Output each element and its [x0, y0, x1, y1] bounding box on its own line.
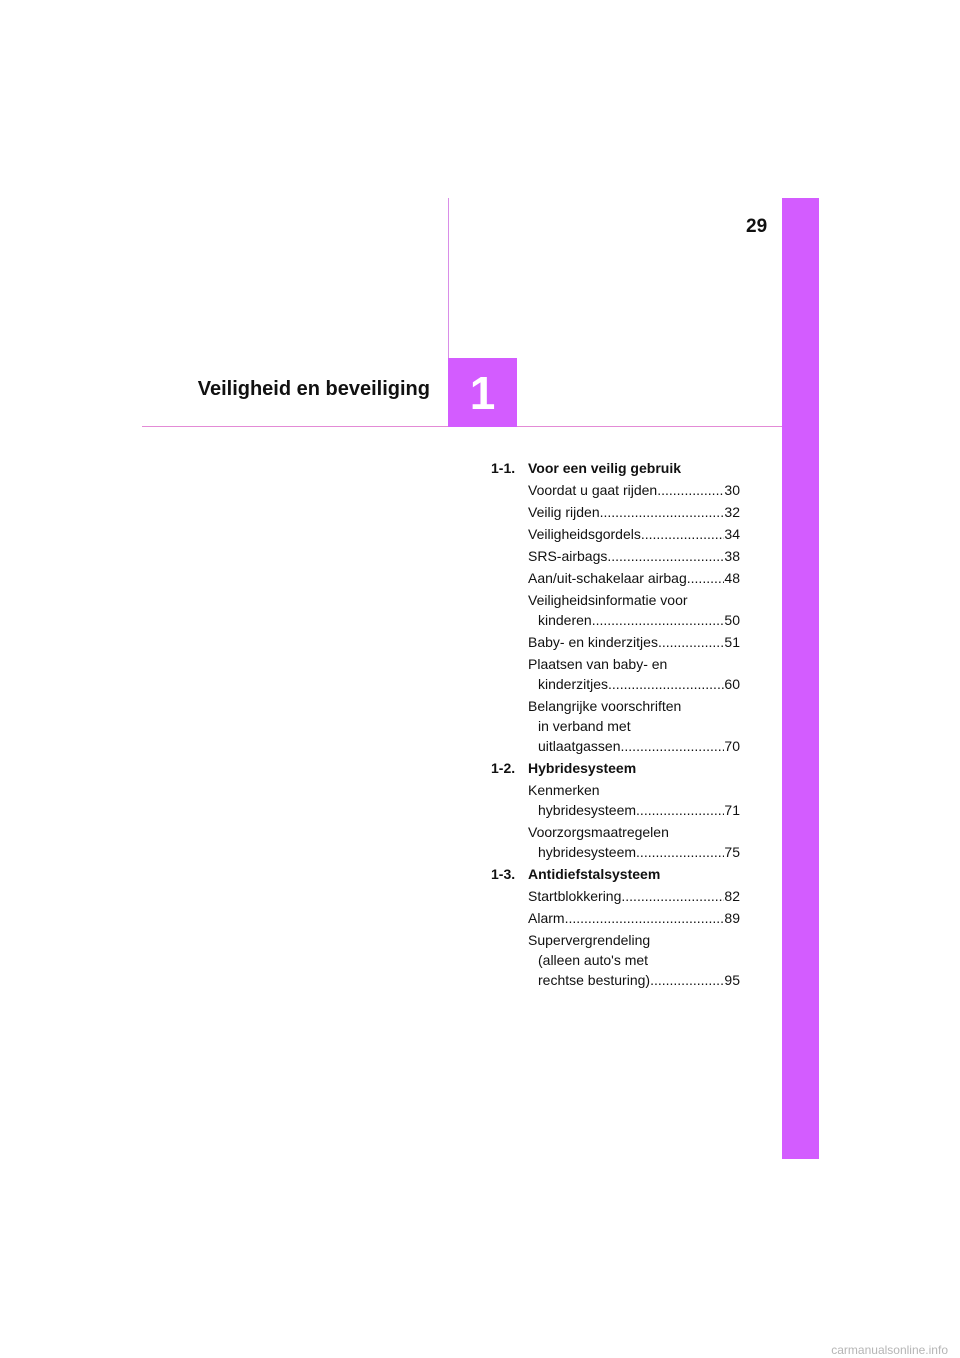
toc-entry-title: Veiligheidsgordels	[528, 526, 641, 542]
chapter-number-box: 1	[448, 358, 517, 427]
toc-entry[interactable]	[528, 780, 740, 820]
toc-entry[interactable]	[528, 568, 740, 588]
toc-entry-line: Voorzorgsmaatregelen	[528, 824, 669, 840]
toc-entry[interactable]	[528, 590, 740, 630]
toc-page-number: 48	[724, 570, 740, 586]
toc-page-number: 32	[724, 504, 740, 520]
toc-entry-title: Veilig rijden	[528, 504, 600, 520]
toc-section-title: Voor een veilig gebruik	[528, 460, 682, 476]
toc-page-number: 60	[724, 676, 740, 692]
watermark-footer: carmanualsonline.info	[831, 1343, 948, 1357]
toc-entry[interactable]	[528, 654, 740, 694]
toc-entry-title: kinderzitjes	[538, 676, 609, 692]
toc-section-number: 1-3.	[491, 866, 516, 882]
toc-section-title: Antidiefstalsysteem	[528, 866, 661, 882]
vertical-rule	[448, 198, 449, 358]
dot-leader	[600, 502, 725, 522]
dot-leader	[658, 632, 724, 652]
toc-page-number: 95	[724, 972, 740, 988]
toc-entry[interactable]	[528, 502, 740, 522]
toc-section-heading[interactable]	[491, 758, 740, 778]
dot-leader	[607, 546, 724, 566]
toc-entry-line: Plaatsen van baby- en	[528, 656, 668, 672]
chapter-title: Veiligheid en beveiliging	[197, 378, 430, 400]
toc-entry-title: hybridesysteem	[538, 844, 637, 860]
toc-section-number: 1-2.	[491, 760, 516, 776]
toc-entry-title: uitlaatgassen	[538, 738, 621, 754]
toc-entry-line: (alleen auto's met	[538, 952, 649, 968]
toc-page-number: 71	[724, 802, 740, 818]
toc-section-heading[interactable]	[491, 864, 740, 884]
dot-leader	[621, 886, 724, 906]
page-number: 29	[746, 216, 768, 237]
dot-leader	[650, 970, 724, 990]
toc-entry[interactable]	[528, 908, 740, 928]
dot-leader	[636, 800, 724, 820]
toc-entry-title: Aan/uit-schakelaar airbag	[528, 570, 687, 586]
dot-leader	[687, 568, 725, 588]
toc-section-number: 1-1.	[491, 460, 516, 476]
toc-entry[interactable]	[528, 524, 740, 544]
toc-page-number: 89	[724, 910, 740, 926]
dot-leader	[636, 842, 724, 862]
toc-entry-line: Belangrijke voorschriften	[528, 698, 682, 714]
toc-entry-title: Voordat u gaat rijden	[528, 482, 658, 498]
toc-entry-title: Startblokkering	[528, 888, 622, 904]
toc-entry[interactable]	[528, 822, 740, 862]
dot-leader	[565, 908, 725, 928]
toc-page-number: 75	[724, 844, 740, 860]
toc-entry-line: Veiligheidsinformatie voor	[528, 592, 688, 608]
toc-entry-line: Kenmerken	[528, 782, 600, 798]
toc-entry[interactable]	[528, 886, 740, 906]
toc-section-heading[interactable]	[491, 458, 740, 478]
dot-leader	[657, 480, 724, 500]
toc-entry-line: in verband met	[538, 718, 631, 734]
table-of-contents	[491, 458, 740, 992]
toc-page-number: 51	[724, 634, 740, 650]
toc-section-title: Hybridesysteem	[528, 760, 637, 776]
toc-entry[interactable]	[528, 696, 740, 756]
toc-page-number: 34	[724, 526, 740, 542]
toc-entry-title: SRS-airbags	[528, 548, 608, 564]
toc-page-number: 30	[724, 482, 740, 498]
chapter-tab-strip	[782, 198, 819, 1159]
toc-entry-line: Supervergrendeling	[528, 932, 651, 948]
toc-page-number: 50	[724, 612, 740, 628]
toc-entry-title: kinderen	[538, 612, 592, 628]
toc-entry[interactable]	[528, 632, 740, 652]
dot-leader	[592, 610, 725, 630]
toc-entry[interactable]	[528, 480, 740, 500]
toc-page-number: 82	[724, 888, 740, 904]
toc-page-number: 70	[724, 738, 740, 754]
toc-entry[interactable]	[528, 546, 740, 566]
toc-page-number: 38	[724, 548, 740, 564]
toc-entry[interactable]	[528, 930, 740, 990]
toc-entry-title: Baby- en kinderzitjes	[528, 634, 658, 650]
dot-leader	[621, 736, 725, 756]
dot-leader	[641, 524, 725, 544]
dot-leader	[608, 674, 724, 694]
toc-entry-title: rechtse besturing)	[538, 972, 651, 988]
toc-entry-title: hybridesysteem	[538, 802, 637, 818]
toc-entry-title: Alarm	[528, 910, 565, 926]
